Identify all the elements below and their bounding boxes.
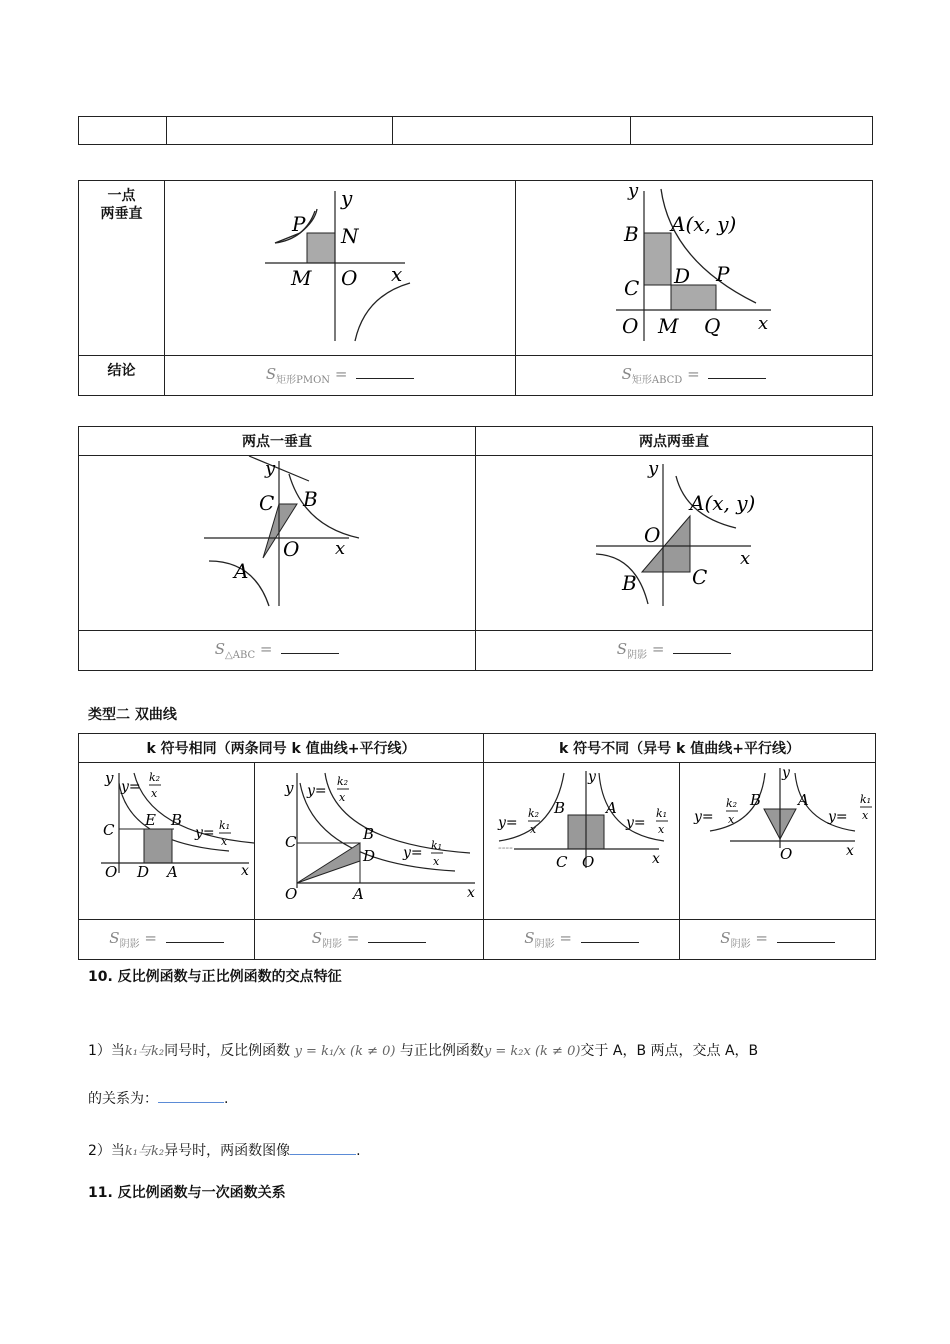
figure-cell: [79, 763, 255, 920]
answer-blank[interactable]: [777, 942, 835, 943]
svg-text:x: x: [846, 843, 854, 859]
formula-area-shaded: $S_{阴影}$ =: [476, 631, 873, 671]
svg-text:y=: y=: [403, 845, 423, 861]
answer-blank[interactable]: [581, 942, 639, 943]
double-hyperbola-table: [78, 733, 876, 960]
col-header-two-point-one-perp: 两点一垂直: [79, 427, 476, 456]
formula-area-shaded: $S_{阴影}$ =: [680, 920, 876, 960]
answer-blank[interactable]: [281, 653, 339, 654]
point-p-label: P: [292, 212, 306, 236]
origin-label: O: [341, 266, 358, 290]
x-axis-label: x: [335, 538, 346, 559]
diff-sign-rect-figure: [484, 763, 679, 915]
formula-area-shaded: $S_{阴影}$ =: [79, 920, 255, 960]
formula-area-abcd: $S_{矩形ABCD}$ =: [516, 356, 873, 396]
svg-text:O: O: [780, 845, 793, 863]
svg-text:A: A: [606, 799, 617, 817]
direct-function-expression: y = k₂x (k ≠ 0): [483, 1044, 581, 1059]
origin-label: O: [644, 523, 661, 547]
empty-cell: [167, 117, 393, 145]
svg-text:D: D: [137, 863, 150, 881]
y-axis-label: y: [265, 458, 276, 479]
svg-text:y=: y=: [195, 825, 215, 841]
point-p-label: P: [716, 262, 730, 286]
point-c-label: C: [259, 491, 275, 515]
two-point-table: [78, 426, 873, 671]
figure-cell: [165, 181, 516, 356]
empty-cell: [79, 117, 167, 145]
point-b-label: B: [303, 487, 318, 511]
point-a-label: A(x, y): [690, 491, 756, 515]
formula-area-pmon: $S_{矩形PMON}$ =: [165, 356, 516, 396]
one-point-two-perp-table: [78, 180, 873, 396]
point-a-label: A: [234, 559, 249, 583]
empty-cell: [393, 117, 631, 145]
svg-text:y=: y=: [694, 809, 714, 825]
svg-text:C: C: [103, 821, 115, 839]
top-table-fragment: [78, 116, 873, 145]
empty-cell: [631, 117, 873, 145]
answer-blank[interactable]: [368, 942, 426, 943]
svg-text:y: y: [588, 769, 596, 785]
answer-blank[interactable]: [290, 1154, 356, 1155]
item11-title: 11. 反比例函数与一次函数关系: [88, 1185, 286, 1201]
x-axis-label: x: [740, 548, 751, 569]
row-label-cell: [79, 181, 165, 356]
figure-cell: [255, 763, 484, 920]
svg-text:k₂: k₂: [149, 771, 161, 784]
conclusion-label: 结论: [79, 356, 165, 396]
svg-text:y=: y=: [121, 779, 141, 795]
rectangle-pmon-figure: [165, 181, 515, 351]
svg-text:O: O: [285, 885, 298, 903]
svg-text:k₂: k₂: [528, 807, 540, 820]
svg-text:A: A: [798, 791, 809, 809]
svg-text:y: y: [105, 769, 114, 787]
point-m-label: M: [658, 314, 679, 338]
formula-area-shaded: $S_{阴影}$ =: [255, 920, 484, 960]
type2-title: 类型二 双曲线: [88, 707, 177, 723]
svg-text:x: x: [862, 809, 869, 822]
item10-paragraph1: 1）当k₁与k₂同号时，反比例函数 y = k₁/x (k ≠ 0) 与正比例函数y = k₂x (k ≠ 0)交于 A，B 两点，交点 A，B: [88, 1043, 759, 1059]
point-a-label: A(x, y): [671, 212, 737, 236]
col-header-same-sign: k 符号相同（两条同号 k 值曲线+平行线）: [79, 734, 484, 763]
point-c-label: C: [624, 276, 640, 300]
svg-text:y=: y=: [307, 783, 327, 799]
svg-text:x: x: [658, 823, 665, 836]
answer-blank[interactable]: [166, 942, 224, 943]
svg-text:B: B: [171, 811, 183, 829]
figure-cell: [476, 456, 873, 631]
svg-text:y=: y=: [828, 809, 848, 825]
item10-paragraph2: 2）当k₁与k₂异号时，两函数图像 .: [88, 1143, 361, 1159]
answer-blank[interactable]: [673, 653, 731, 654]
item10-title: 10. 反比例函数与正比例函数的交点特征: [88, 969, 342, 985]
svg-text:y=: y=: [626, 815, 646, 831]
point-c-label: C: [692, 565, 708, 589]
answer-blank[interactable]: [158, 1102, 224, 1103]
figure-cell: [516, 181, 873, 356]
svg-text:B: B: [363, 825, 375, 843]
svg-text:y: y: [782, 765, 790, 781]
same-sign-rect-figure: [79, 763, 254, 915]
y-axis-label: y: [648, 458, 659, 479]
col-header-two-point-two-perp: 两点两垂直: [476, 427, 873, 456]
col-header-different-sign: k 符号不同（异号 k 值曲线+平行线）: [484, 734, 876, 763]
y-axis-label: y: [628, 181, 639, 201]
item10-paragraph1-cont: 的关系为： .: [88, 1091, 229, 1107]
svg-text:x: x: [241, 863, 249, 879]
point-d-label: D: [674, 264, 691, 288]
svg-text:C: C: [285, 833, 297, 851]
svg-text:----: ----: [498, 841, 513, 854]
formula-area-shaded: $S_{阴影}$ =: [484, 920, 680, 960]
svg-text:x: x: [433, 855, 440, 868]
inverse-function-expression: y = k₁/x (k ≠ 0): [294, 1044, 396, 1059]
point-q-label: Q: [704, 314, 721, 338]
k1-k2-expression: k₁与k₂: [124, 1144, 165, 1159]
svg-text:x: x: [652, 851, 660, 867]
svg-text:E: E: [145, 811, 156, 829]
figure-cell: [79, 456, 476, 631]
answer-blank[interactable]: [356, 378, 414, 379]
diff-sign-triangle-figure: [680, 763, 875, 915]
figure-cell: [680, 763, 876, 920]
svg-text:B: B: [750, 791, 762, 809]
origin-label: O: [622, 314, 639, 338]
svg-text:A: A: [353, 885, 364, 903]
figure-cell: [484, 763, 680, 920]
one-point-label: 一点: [107, 188, 136, 204]
y-axis-label: y: [341, 186, 353, 210]
svg-text:k₁: k₁: [860, 793, 872, 806]
svg-text:x: x: [221, 835, 228, 848]
point-n-label: N: [341, 224, 359, 248]
svg-text:x: x: [728, 813, 735, 826]
svg-text:O: O: [105, 863, 118, 881]
point-b-label: B: [622, 571, 637, 595]
k1-k2-expression: k₁与k₂: [124, 1044, 165, 1059]
shaded-triangle-figure: [476, 456, 872, 626]
svg-text:k₁: k₁: [219, 819, 231, 832]
svg-text:A: A: [167, 863, 178, 881]
two-perp-label: 两垂直: [100, 206, 143, 222]
svg-text:k₂: k₂: [337, 775, 349, 788]
svg-text:B: B: [554, 799, 566, 817]
svg-text:x: x: [467, 885, 475, 901]
svg-text:y: y: [285, 779, 294, 797]
svg-text:x: x: [530, 823, 537, 836]
svg-text:D: D: [363, 847, 376, 865]
origin-label: O: [283, 537, 300, 561]
svg-text:x: x: [339, 791, 346, 804]
point-b-label: B: [624, 222, 639, 246]
x-axis-label: x: [758, 313, 769, 334]
svg-text:k₁: k₁: [656, 807, 668, 820]
point-m-label: M: [291, 266, 312, 290]
x-axis-label: x: [391, 262, 403, 286]
svg-text:k₂: k₂: [726, 797, 738, 810]
formula-area-abc: $S_{\triangle ABC}$ =: [79, 631, 476, 671]
rectangle-abcd-figure: [516, 181, 872, 351]
svg-text:k₁: k₁: [431, 839, 443, 852]
svg-text:O: O: [582, 853, 595, 871]
svg-text:C: C: [556, 853, 568, 871]
triangle-abc-figure: [79, 456, 475, 626]
same-sign-triangle-figure: [255, 763, 483, 915]
answer-blank[interactable]: [708, 378, 766, 379]
svg-text:x: x: [151, 787, 158, 800]
svg-text:y=: y=: [498, 815, 518, 831]
